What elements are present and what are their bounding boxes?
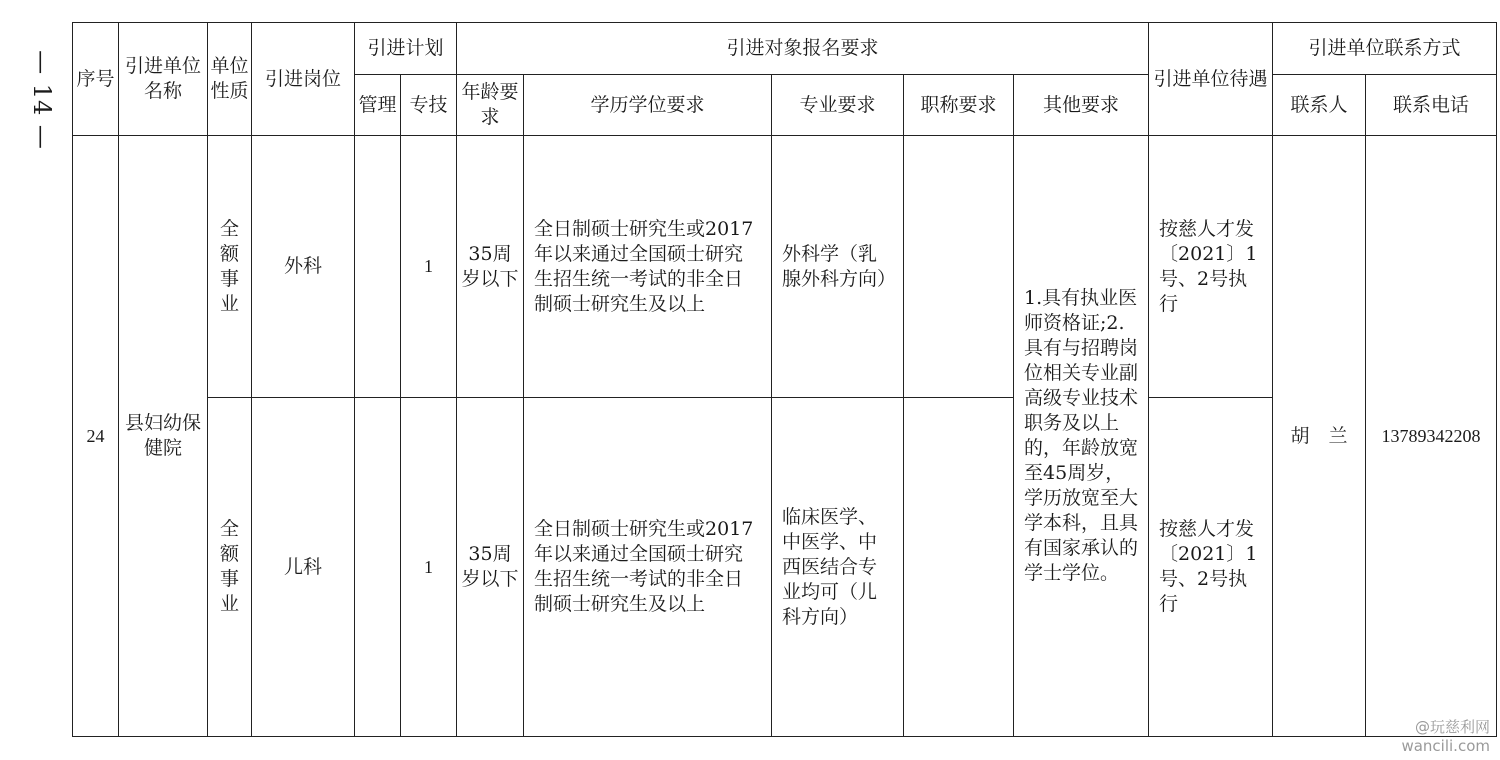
header-other: 其他要求 <box>1014 75 1149 136</box>
row-title <box>904 136 1014 398</box>
row-age: 35周岁以下 <box>457 136 524 398</box>
row-major: 外科学（乳腺外科方向） <box>772 136 904 398</box>
page-number <box>24 40 60 160</box>
header-title: 职称要求 <box>904 75 1014 136</box>
record-contact-person: 胡 兰 <box>1273 136 1366 737</box>
header-seq: 序号 <box>73 23 119 136</box>
header-requirements: 引进对象报名要求 <box>457 23 1149 75</box>
header-contact-phone: 联系电话 <box>1366 75 1497 136</box>
page-number-text: — 14 — <box>28 50 57 150</box>
header-unit-name: 引进单位名称 <box>119 23 208 136</box>
header-plan-tech: 专技 <box>401 75 457 136</box>
record-seq: 24 <box>73 136 119 737</box>
watermark-line-1: @玩慈利网 <box>1414 718 1490 736</box>
row-unit-nature: 全额事业 <box>208 136 252 398</box>
recruitment-table <box>72 22 1497 737</box>
row-position: 儿科 <box>252 398 355 737</box>
row-plan-tech: 1 <box>401 398 457 737</box>
header-education: 学历学位要求 <box>524 75 772 136</box>
row-plan-tech: 1 <box>401 136 457 398</box>
row-title <box>904 398 1014 737</box>
table-row <box>73 136 1497 398</box>
row-treatment: 按慈人才发〔2021〕1号、2号执行 <box>1149 136 1273 398</box>
header-position: 引进岗位 <box>252 23 355 136</box>
row-plan-manage <box>355 136 401 398</box>
header-contact-person: 联系人 <box>1273 75 1366 136</box>
row-position: 外科 <box>252 136 355 398</box>
record-contact-phone: 13789342208 <box>1366 136 1497 737</box>
record-unit-name: 县妇幼保健院 <box>119 136 208 737</box>
header-row-1 <box>73 23 1497 75</box>
row-education: 全日制硕士研究生或2017年以来通过全国硕士研究生招生统一考试的非全日制硕士研究生及以上 <box>524 136 772 398</box>
header-age: 年龄要求 <box>457 75 524 136</box>
row-unit-nature: 全额事业 <box>208 398 252 737</box>
record-other-requirements: 1.具有执业医师资格证;2.具有与招聘岗位相关专业副高级专业技术职务及以上的，年龄放宽至45周岁，学历放宽至大学本科，且具有国家承认的学士学位。 <box>1014 136 1149 737</box>
header-plan-manage: 管理 <box>355 75 401 136</box>
header-contact-group: 引进单位联系方式 <box>1273 23 1497 75</box>
header-unit-nature: 单位性质 <box>208 23 252 136</box>
header-treatment: 引进单位待遇 <box>1149 23 1273 136</box>
row-treatment: 按慈人才发〔2021〕1号、2号执行 <box>1149 398 1273 737</box>
watermark <box>1401 718 1490 756</box>
row-age: 35周岁以下 <box>457 398 524 737</box>
header-plan: 引进计划 <box>355 23 457 75</box>
row-plan-manage <box>355 398 401 737</box>
row-education: 全日制硕士研究生或2017年以来通过全国硕士研究生招生统一考试的非全日制硕士研究生及以上 <box>524 398 772 737</box>
watermark-line-2: wancili.com <box>1401 737 1490 755</box>
row-major: 临床医学、中医学、中西医结合专业均可（儿科方向） <box>772 398 904 737</box>
header-major: 专业要求 <box>772 75 904 136</box>
